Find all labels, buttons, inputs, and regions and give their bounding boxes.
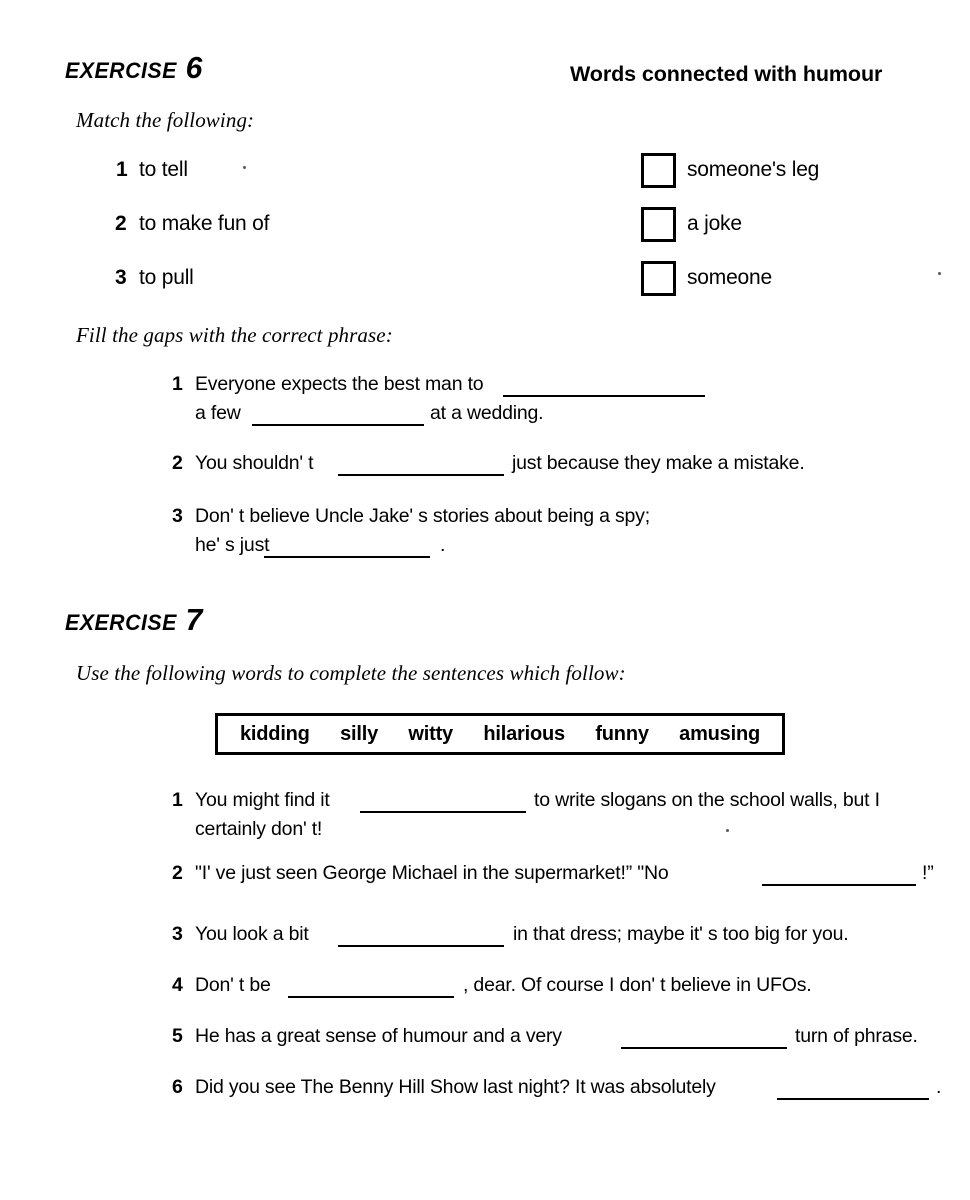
match-answer-text-2: a joke bbox=[687, 212, 742, 235]
ex7-blank-1[interactable] bbox=[360, 811, 526, 813]
ex7-blank-6[interactable] bbox=[777, 1098, 929, 1100]
match-answer-text-1: someone's leg bbox=[687, 158, 820, 181]
gap-item-number-1: 1 bbox=[172, 373, 183, 395]
gap-item-3-line2-before: he' s just bbox=[195, 534, 270, 556]
ex7-question-number-3: 3 bbox=[172, 923, 183, 945]
gap-item-1-line2-after: at a wedding. bbox=[430, 402, 544, 424]
gap-item-2-line1-after: just because they make a mistake. bbox=[512, 452, 805, 474]
ex7-q3-line1-before: You look a bit bbox=[195, 923, 309, 945]
gap-blank-2[interactable] bbox=[338, 474, 504, 476]
match-item-number-3: 3 bbox=[115, 266, 127, 289]
gap-item-2-line1-before: You shouldn' t bbox=[195, 452, 314, 474]
ex7-q4-line1-before: Don' t be bbox=[195, 974, 271, 996]
word-bank-item-silly: silly bbox=[340, 722, 379, 745]
exercise-7-instruction: Use the following words to complete the sentences which follow: bbox=[76, 661, 626, 685]
match-instruction: Match the following: bbox=[76, 108, 255, 132]
ex7-question-number-5: 5 bbox=[172, 1025, 183, 1047]
scan-speck bbox=[938, 272, 941, 275]
match-item-text-3: to pull bbox=[139, 266, 194, 289]
match-item-number-1: 1 bbox=[116, 158, 128, 181]
gap-blank-1b[interactable] bbox=[252, 424, 424, 426]
word-bank-item-amusing: amusing bbox=[679, 722, 760, 745]
gap-item-1-line1-before: Everyone expects the best man to bbox=[195, 373, 484, 395]
ex7-q3-line1-after: in that dress; maybe it' s too big for you. bbox=[513, 923, 849, 945]
ex7-q6-line1-after: . bbox=[936, 1076, 942, 1098]
exercise-7-heading: exercise 7 bbox=[65, 602, 203, 637]
ex7-q4-line1-after: , dear. Of course I don' t believe in UFOs. bbox=[463, 974, 812, 996]
match-item-text-2: to make fun of bbox=[139, 212, 270, 235]
scan-speck bbox=[726, 829, 729, 832]
gap-blank-1a[interactable] bbox=[503, 395, 705, 397]
match-checkbox-1[interactable] bbox=[641, 153, 676, 188]
word-bank-item-kidding: kidding bbox=[240, 722, 310, 745]
ex7-question-number-1: 1 bbox=[172, 789, 183, 811]
gap-item-3-line2-after: . bbox=[440, 534, 446, 556]
ex7-q1-line1-before: You might find it bbox=[195, 789, 330, 811]
gaps-instruction: Fill the gaps with the correct phrase: bbox=[76, 323, 393, 347]
gap-item-number-3: 3 bbox=[172, 505, 183, 527]
match-checkbox-3[interactable] bbox=[641, 261, 676, 296]
section-title: Words connected with humour bbox=[570, 62, 883, 86]
scan-speck bbox=[243, 166, 246, 169]
ex7-q2-line1-after: !” bbox=[922, 862, 934, 884]
ex7-question-number-6: 6 bbox=[172, 1076, 183, 1098]
word-bank-item-witty: witty bbox=[408, 722, 453, 745]
ex7-q1-line2: certainly don' t! bbox=[195, 818, 323, 840]
gap-item-1-line2-before: a few bbox=[195, 402, 241, 424]
ex7-q1-line1-after: to write slogans on the school walls, but I bbox=[534, 789, 880, 811]
ex7-q6-line1-before: Did you see The Benny Hill Show last night? It was absolutely bbox=[195, 1076, 716, 1098]
ex7-question-number-2: 2 bbox=[172, 862, 183, 884]
ex7-blank-2[interactable] bbox=[762, 884, 916, 886]
ex7-blank-5[interactable] bbox=[621, 1047, 787, 1049]
gap-item-3-line1: Don' t believe Uncle Jake' s stories about being a spy; bbox=[195, 505, 650, 527]
exercise-6-heading: exercise 6 bbox=[65, 50, 203, 85]
gap-blank-3[interactable] bbox=[264, 556, 430, 558]
word-bank bbox=[215, 713, 785, 755]
match-item-number-2: 2 bbox=[115, 212, 127, 235]
ex7-blank-4[interactable] bbox=[288, 996, 454, 998]
word-bank-item-funny: funny bbox=[595, 722, 649, 745]
ex7-question-number-4: 4 bbox=[172, 974, 183, 996]
match-checkbox-2[interactable] bbox=[641, 207, 676, 242]
ex7-q5-line1-before: He has a great sense of humour and a very bbox=[195, 1025, 562, 1047]
word-bank-item-hilarious: hilarious bbox=[483, 722, 565, 745]
ex7-blank-3[interactable] bbox=[338, 945, 504, 947]
match-answer-text-3: someone bbox=[687, 266, 772, 289]
match-item-text-1: to tell bbox=[139, 158, 188, 181]
ex7-q5-line1-after: turn of phrase. bbox=[795, 1025, 918, 1047]
ex7-q2-line1-before: "I' ve just seen George Michael in the supermarket!” "No bbox=[195, 862, 669, 884]
gap-item-number-2: 2 bbox=[172, 452, 183, 474]
